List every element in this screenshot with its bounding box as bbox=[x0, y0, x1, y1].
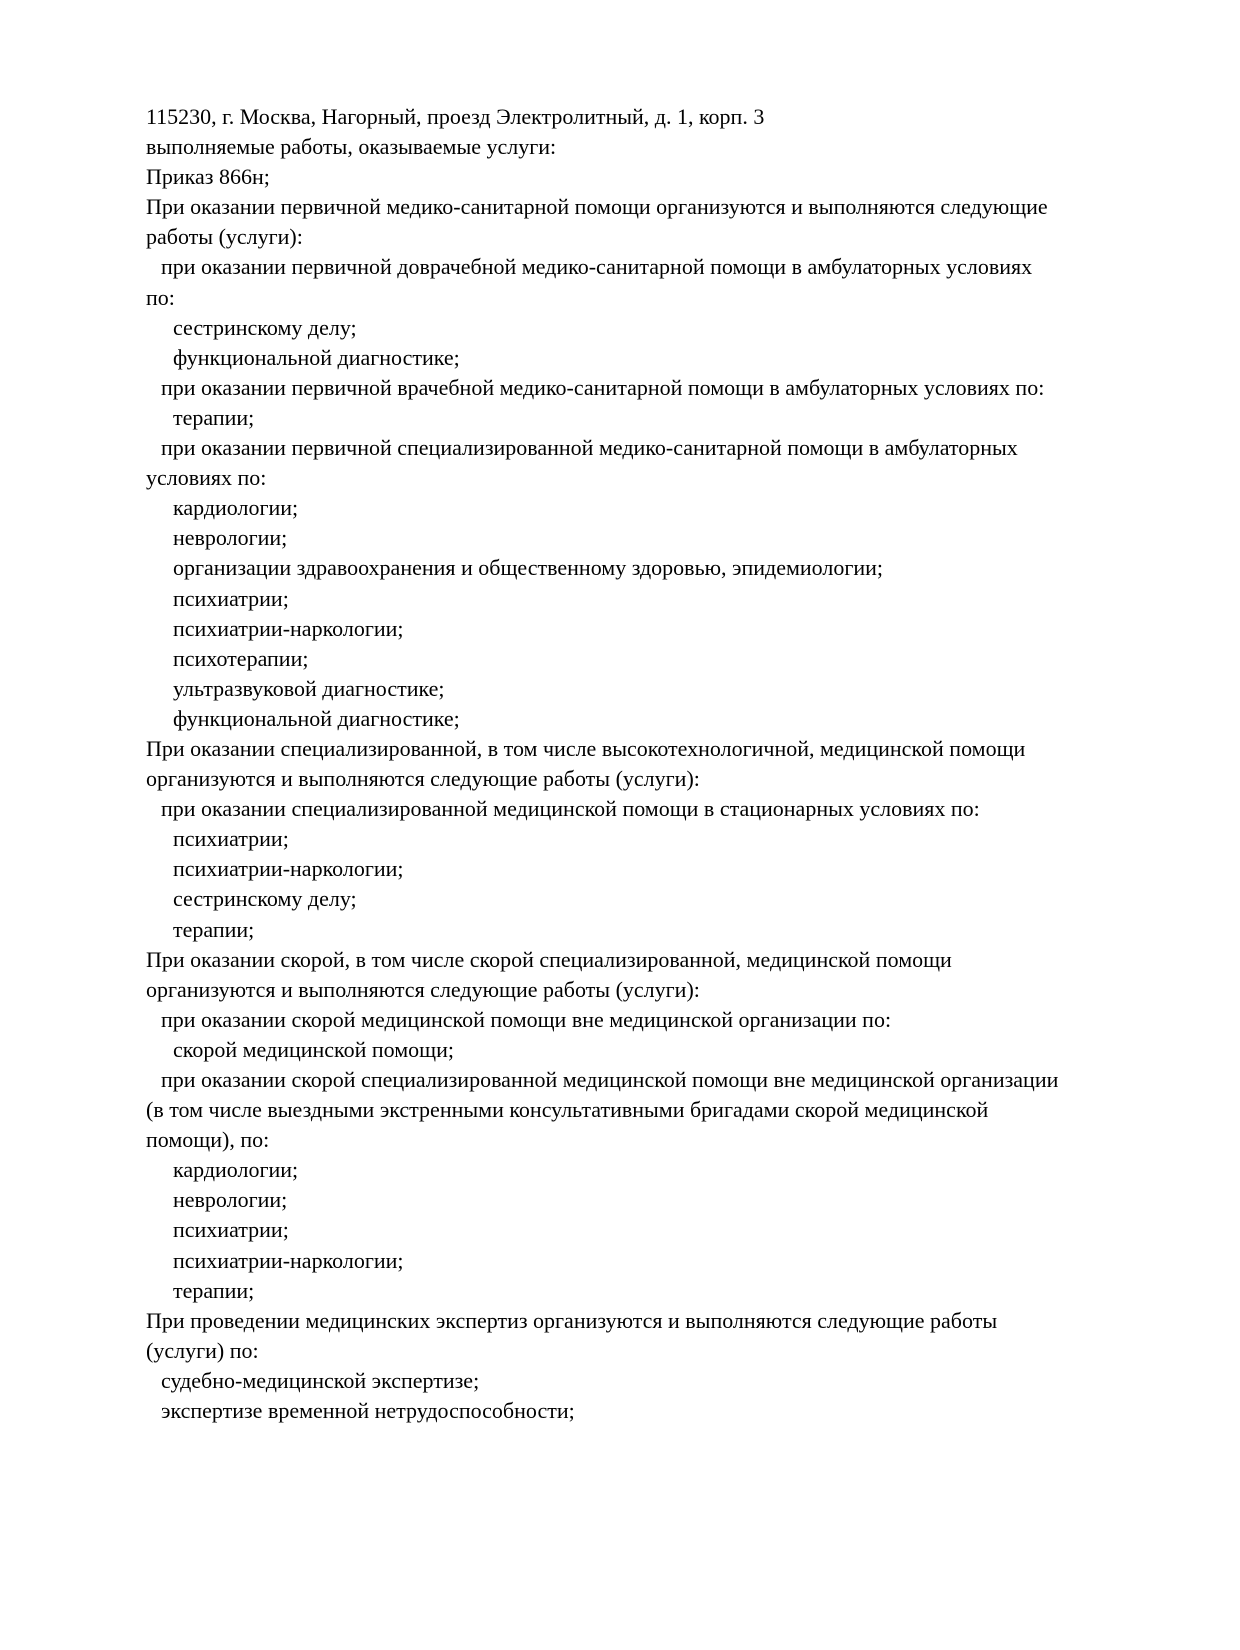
text-line: по: bbox=[146, 284, 175, 310]
text-line: при оказании первичной врачебной медико-санитарной помощи в амбулаторных условиях по: bbox=[161, 374, 1045, 400]
text-line: кардиологии; bbox=[173, 495, 299, 521]
text-line: при оказании скорой специализированной медицинской помощи вне медицинской организации bbox=[161, 1067, 1059, 1092]
text-line: (услуги) по: bbox=[146, 1337, 259, 1363]
text-line: выполняемые работы, оказываемые услуги: bbox=[146, 134, 557, 160]
text-line: сестринскому делу; bbox=[173, 886, 357, 912]
text-line: терапии; bbox=[173, 1277, 255, 1303]
text-line: неврологии; bbox=[173, 525, 288, 551]
text-line: психотерапии; bbox=[173, 645, 309, 671]
text-line: организации здравоохранения и общественному здоровью, эпидемиологии; bbox=[173, 555, 884, 581]
text-line: при оказании специализированной медицинской помощи в стационарных условиях по: bbox=[161, 796, 980, 822]
text-line: скорой медицинской помощи; bbox=[173, 1036, 455, 1062]
text-line: условиях по: bbox=[146, 465, 267, 491]
text-line: кардиологии; bbox=[173, 1157, 299, 1183]
text-line: функциональной диагностике; bbox=[173, 705, 460, 731]
text-line: Приказ 866н; bbox=[146, 164, 270, 190]
text-line: психиатрии-наркологии; bbox=[173, 615, 404, 641]
text-line: При оказании специализированной, в том числе высокотехнологичной, медицинской помощи bbox=[146, 735, 1026, 761]
text-line: психиатрии; bbox=[173, 585, 289, 611]
text-line: При оказании первичной медико-санитарной помощи организуются и выполняются следующие bbox=[146, 194, 1048, 220]
text-line: 115230, г. Москва, Нагорный, проезд Электролитный, д. 1, корп. 3 bbox=[146, 104, 765, 129]
text-line: терапии; bbox=[173, 404, 255, 430]
text-line: неврологии; bbox=[173, 1187, 288, 1213]
text-line: организуются и выполняются следующие работы (услуги): bbox=[146, 766, 700, 792]
text-line: психиатрии; bbox=[173, 826, 289, 852]
text-line: психиатрии-наркологии; bbox=[173, 1247, 404, 1273]
text-line: экспертизе временной нетрудоспособности; bbox=[161, 1398, 575, 1424]
text-line: ультразвуковой диагностике; bbox=[173, 675, 445, 701]
text-line: при оказании скорой медицинской помощи вне медицинской организации по: bbox=[161, 1006, 892, 1032]
text-line: помощи), по: bbox=[146, 1127, 270, 1153]
text-line: функциональной диагностике; bbox=[173, 344, 460, 370]
text-line: сестринскому делу; bbox=[173, 314, 357, 340]
text-line: терапии; bbox=[173, 916, 255, 942]
text-line: При проведении медицинских экспертиз организуются и выполняются следующие работы bbox=[146, 1307, 998, 1333]
text-line: судебно-медицинской экспертизе; bbox=[161, 1367, 480, 1393]
text-line: организуются и выполняются следующие работы (услуги): bbox=[146, 976, 700, 1002]
text-line: при оказании первичной доврачебной медико-санитарной помощи в амбулаторных условиях bbox=[161, 254, 1033, 280]
text-line: психиатрии-наркологии; bbox=[173, 856, 404, 882]
text-line: При оказании скорой, в том числе скорой специализированной, медицинской помощи bbox=[146, 946, 952, 972]
text-line: (в том числе выездными экстренными консультативными бригадами скорой медицинской bbox=[146, 1097, 989, 1123]
text-line: психиатрии; bbox=[173, 1217, 289, 1243]
text-line: при оказании первичной специализированной медико-санитарной помощи в амбулаторных bbox=[161, 435, 1018, 461]
document-text-block bbox=[146, 102, 1226, 1426]
text-line: работы (услуги): bbox=[146, 224, 303, 250]
